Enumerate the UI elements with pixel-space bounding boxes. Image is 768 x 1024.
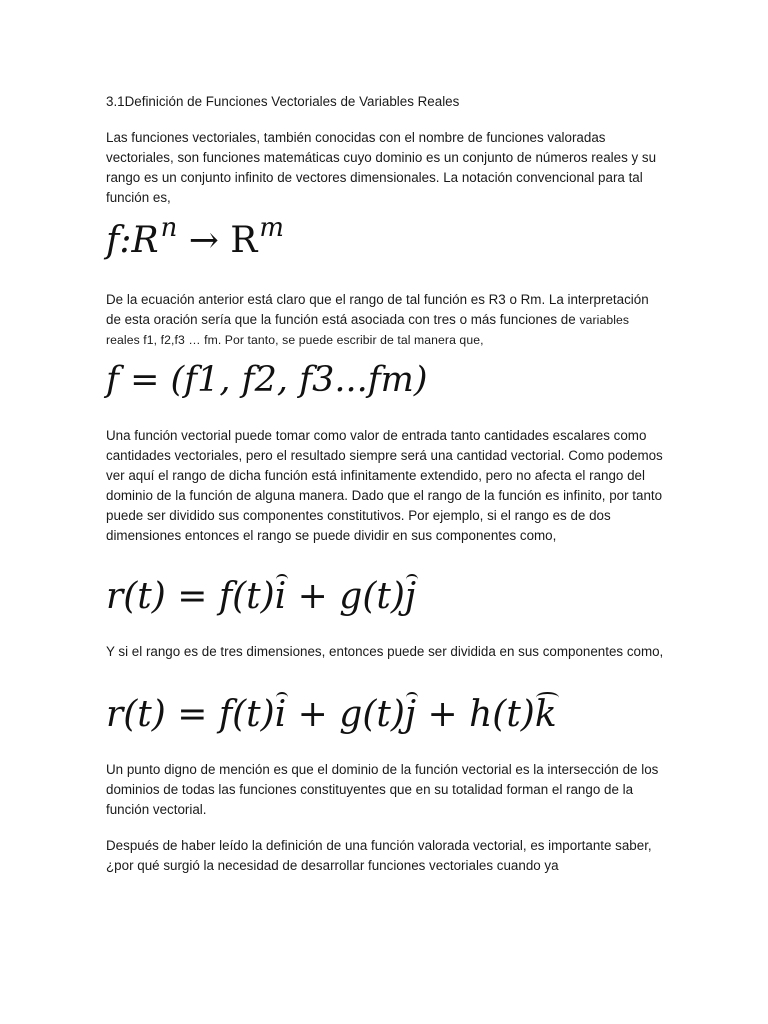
paragraph-vector-function: Una función vectorial puede tomar como valor de entrada tanto cantidades escalares como cantidades vectoriales, pero el resultado siempre será una cantidad vectorial. Como podemos ver aquí el rango de dicha función está infinitamente extendido, pero no afecta el rango del dominio de la función de alguna manera. Dado que el rango de la función es infinito, por tanto puede ser dividido sus componentes constitutivos. Por ejemplo, si el rango es de dos dimensiones entonces el rango se puede dividir en sus componentes como, <box>106 428 663 543</box>
paragraph-intro: Las funciones vectoriales, también conocidas con el nombre de funciones valoradas vectoriales, son funciones matemáticas cuyo dominio es un conjunto de números reales y su rango es un conjunto infinito de vectores dimensionales. La notación convencional para tal función es, <box>106 130 657 205</box>
unit-vector-j: j <box>404 694 417 735</box>
formula-f4-mid2: + h(t) <box>416 694 535 735</box>
paragraph-range <box>106 290 666 350</box>
formula-three-dimensions <box>106 694 557 735</box>
formula-f3-lhs: r(t) = f(t) <box>106 576 275 617</box>
formula-f1-sup-n: n <box>160 212 178 243</box>
section-heading: 3.1Definición de Funciones Vectoriales de Variables Reales <box>106 94 460 109</box>
formula-f1-sup-m: m <box>259 212 284 243</box>
formula-f1-base: f:R <box>106 220 159 261</box>
unit-vector-i: i <box>274 694 287 735</box>
formula-function-notation <box>106 212 284 261</box>
unit-vector-j: j <box>404 576 417 617</box>
formula-f4-mid1: + g(t) <box>286 694 405 735</box>
unit-vector-k: k <box>534 694 557 735</box>
unit-vector-i: i <box>274 576 287 617</box>
paragraph-three-dimensions: Y si el rango es de tres dimensiones, entonces puede ser dividida en sus componentes como, <box>106 644 664 659</box>
paragraph-range-part2: variables reales f1, f2,f3 … fm. Por tanto, se puede escribir de tal manera que, <box>106 313 630 347</box>
formula-f4-lhs: r(t) = f(t) <box>106 694 275 735</box>
formula-two-dimensions <box>106 576 416 617</box>
paragraph-domain: Un punto digno de mención es que el dominio de la función vectorial es la intersección de los dominios de todas las funciones constituyentes que en su totalidad forman el rango de la función vectorial. <box>106 762 659 817</box>
formula-f3-mid: + g(t) <box>286 576 405 617</box>
formula-f1-arrow: → R <box>177 220 258 261</box>
paragraph-range-part1: De la ecuación anterior está claro que el rango de tal función es R3 o Rm. La interpretación de esta oración sería que la función está asociada con tres o más funciones de <box>106 292 649 327</box>
paragraph-question: Después de haber leído la definición de una función valorada vectorial, es importante saber, ¿por qué surgió la necesidad de desarrollar funciones vectoriales cuando ya <box>106 838 652 873</box>
formula-components: f = (f1, f2, f3...fm) <box>106 360 428 400</box>
